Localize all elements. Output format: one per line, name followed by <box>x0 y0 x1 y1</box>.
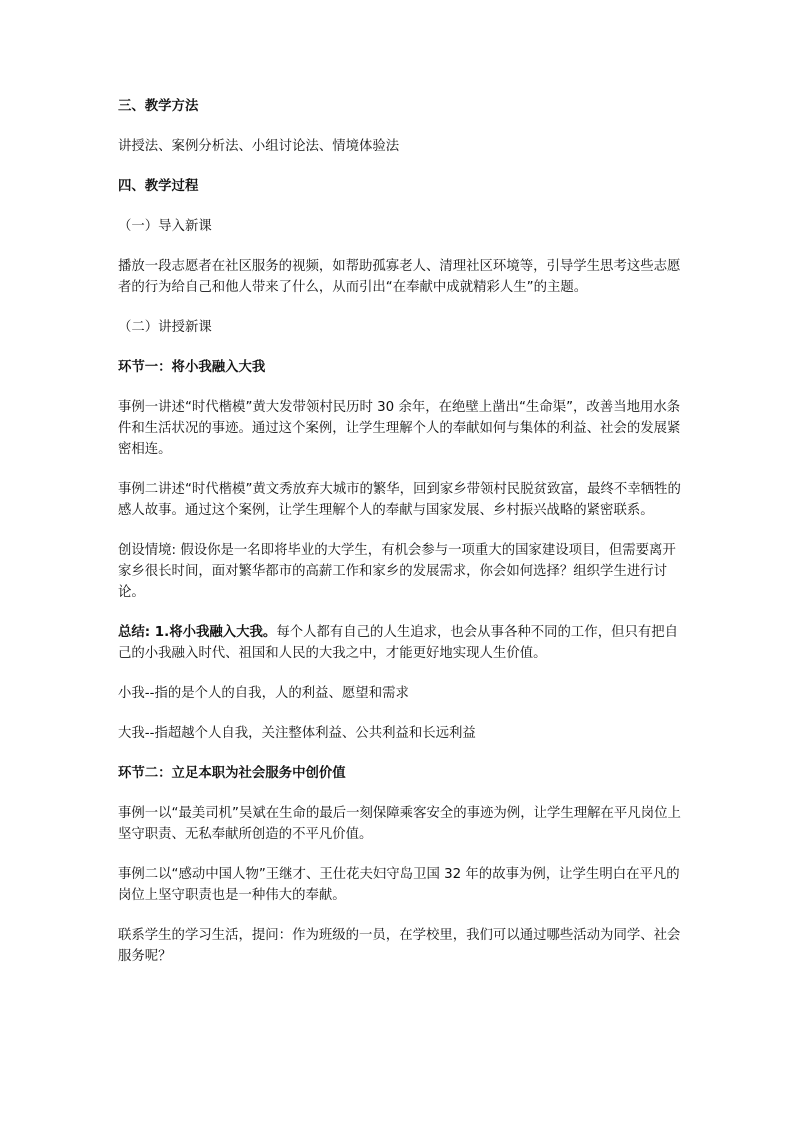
link-1-summary <box>118 622 683 664</box>
section-3-heading: 三、教学方法 <box>118 99 199 114</box>
link-2-question: 联系学生的学习生活，提问：作为班级的一员，在学校里，我们可以通过哪些活动为同学、社会服务呢？ <box>118 928 681 964</box>
link-1-case-2: 事例二讲述“时代楷模”黄文秀放弃大城市的繁华，回到家乡带领村民脱贫致富，最终不幸牺牲的感人故事。通过这个案例，让学生理解个人的奉献与国家发展、乡村振兴战略的紧密联系。 <box>118 482 681 518</box>
link-1-scenario: 创设情境: 假设你是一名即将毕业的大学生，有机会参与一项重大的国家建设项目，但需要离开家乡很长时间，面对繁华都市的高薪工作和家乡的发展需求，你会如何选择？组织学生进行讨论。 <box>118 543 676 600</box>
link-2-case-1: 事例一以“最美司机”吴斌在生命的最后一刻保障乘客安全的事迹为例，让学生理解在平凡岗位上坚守职责、无私奉献所创造的不平凡价值。 <box>118 806 681 842</box>
link-1-heading: 环节一：将小我融入大我 <box>118 360 266 375</box>
section-4-heading: 四、教学过程 <box>118 179 199 194</box>
link-2-case-2: 事例二以“感动中国人物”王继才、王仕花夫妇守岛卫国 32 年的故事为例，让学生明白在平凡的岗位上坚守职责也是一种伟大的奉献。 <box>118 867 680 903</box>
teaching-methods-text: 讲授法、案例分析法、小组讨论法、情境体验法 <box>118 139 400 154</box>
part-2-heading: （二）讲授新课 <box>118 320 212 335</box>
definition-big-self: 大我--指超越个人自我，关注整体利益、公共利益和长远利益 <box>118 726 476 741</box>
part-1-paragraph: 播放一段志愿者在社区服务的视频，如帮助孤寡老人、清理社区环境等，引导学生思考这些志愿者的行为给自己和他人带来了什么，从而引出“在奉献中成就精彩人生”的主题。 <box>118 259 681 295</box>
summary-text: 每个人都有自己的人生追求，也会从事各种不同的工作，但只有把自己的小我融入时代、祖国和人民的大我之中，才能更好地实现人生价值。 <box>118 625 679 661</box>
link-2-heading: 环节二：立足本职为社会服务中创价值 <box>118 766 346 781</box>
link-1-case-1: 事例一讲述“时代楷模”黄大发带领村民历时 30 余年，在绝壁上凿出“生命渠”，改善当地用水条件和生活状况的事迹。通过这个案例，让学生理解个人的奉献如何与集体的利益、社会的发展紧密相连。 <box>118 400 681 457</box>
definition-small-self: 小我--指的是个人的自我，人的利益、愿望和需求 <box>118 686 409 701</box>
document-page <box>118 96 683 986</box>
summary-label: 总结: 1.将小我融入大我。 <box>118 625 277 640</box>
part-1-heading: （一）导入新课 <box>118 219 212 234</box>
